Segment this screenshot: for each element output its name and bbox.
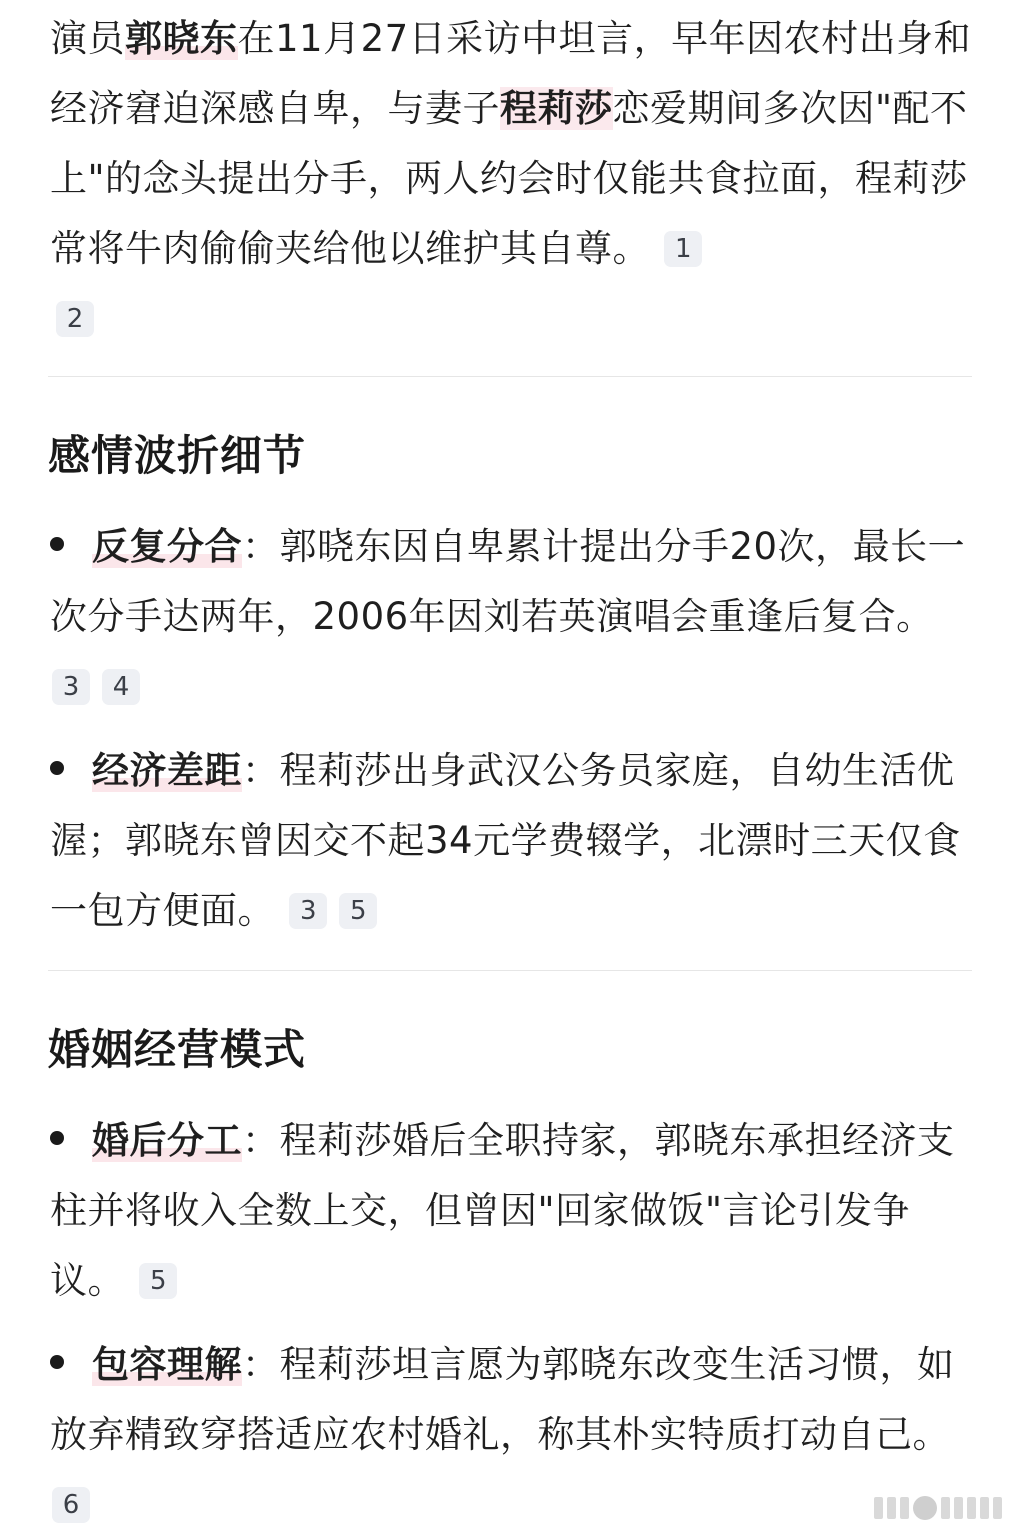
list-item-term: 包容理解: [92, 1343, 242, 1386]
list-item-text: 郭晓东因自卑累计提出分手20次，最长一次分手达两年，2006年因刘若英演唱会重逢后复合。: [50, 525, 966, 638]
citation-badge[interactable]: 3: [52, 669, 90, 705]
person-name-highlight: 程莉莎: [500, 87, 613, 130]
list-item-separator: ：: [242, 525, 280, 568]
bullet-icon: [50, 1131, 64, 1145]
citation-badge[interactable]: 5: [339, 893, 377, 929]
bullet-icon: [50, 761, 64, 775]
citation-badge[interactable]: 4: [102, 669, 140, 705]
section-heading: 婚姻经营模式: [48, 1025, 307, 1074]
section-divider: [48, 376, 972, 377]
list-item-text: 程莉莎出身武汉公务员家庭，自幼生活优渥；郭晓东曾因交不起34元学费辍学，北漂时三天仅食一包方便面。: [50, 749, 961, 932]
intro-text-2: 在11月27日采访中坦言，早年因农村出身和经济窘迫深感自卑，与妻子: [50, 17, 972, 130]
list-item: [50, 736, 980, 946]
list-item-separator: ：: [242, 1343, 280, 1386]
section-divider: [48, 970, 972, 971]
citation-badge[interactable]: 2: [56, 301, 94, 337]
list-item-text: 程莉莎婚后全职持家，郭晓东承担经济支柱并将收入全数上交，但曾因"回家做饭"言论引发争议。: [50, 1119, 955, 1302]
list-item: [50, 1106, 980, 1316]
citation-badge[interactable]: 6: [52, 1487, 90, 1523]
watermark-logo: [874, 1491, 1002, 1525]
intro-text-3: 恋爱期间多次因"配不上"的念头提出分手，两人约会时仅能共食拉面，程莉莎常将牛肉偷偷夹给他以维护其自尊。: [50, 87, 968, 270]
intro-paragraph: [50, 4, 980, 354]
bullet-icon: [50, 1355, 64, 1369]
citation-badge[interactable]: 5: [139, 1263, 177, 1299]
citation-badge[interactable]: 1: [664, 231, 702, 267]
list-item-term: 婚后分工: [92, 1119, 242, 1162]
list-item-term: 经济差距: [92, 749, 242, 792]
person-name-highlight: 郭晓东: [125, 17, 238, 60]
section-heading: 感情波折细节: [48, 431, 307, 480]
intro-text-1: 演员: [50, 17, 125, 60]
bullet-icon: [50, 537, 64, 551]
citation-badge[interactable]: 3: [289, 893, 327, 929]
list-item-text: 程莉莎坦言愿为郭晓东改变生活习惯，如放弃精致穿搭适应农村婚礼，称其朴实特质打动自己。: [50, 1343, 955, 1456]
list-item: [50, 1330, 980, 1540]
list-item-term: 反复分合: [92, 525, 242, 568]
list-item-separator: ：: [242, 749, 280, 792]
list-item-separator: ：: [242, 1119, 280, 1162]
list-item: [50, 512, 980, 722]
